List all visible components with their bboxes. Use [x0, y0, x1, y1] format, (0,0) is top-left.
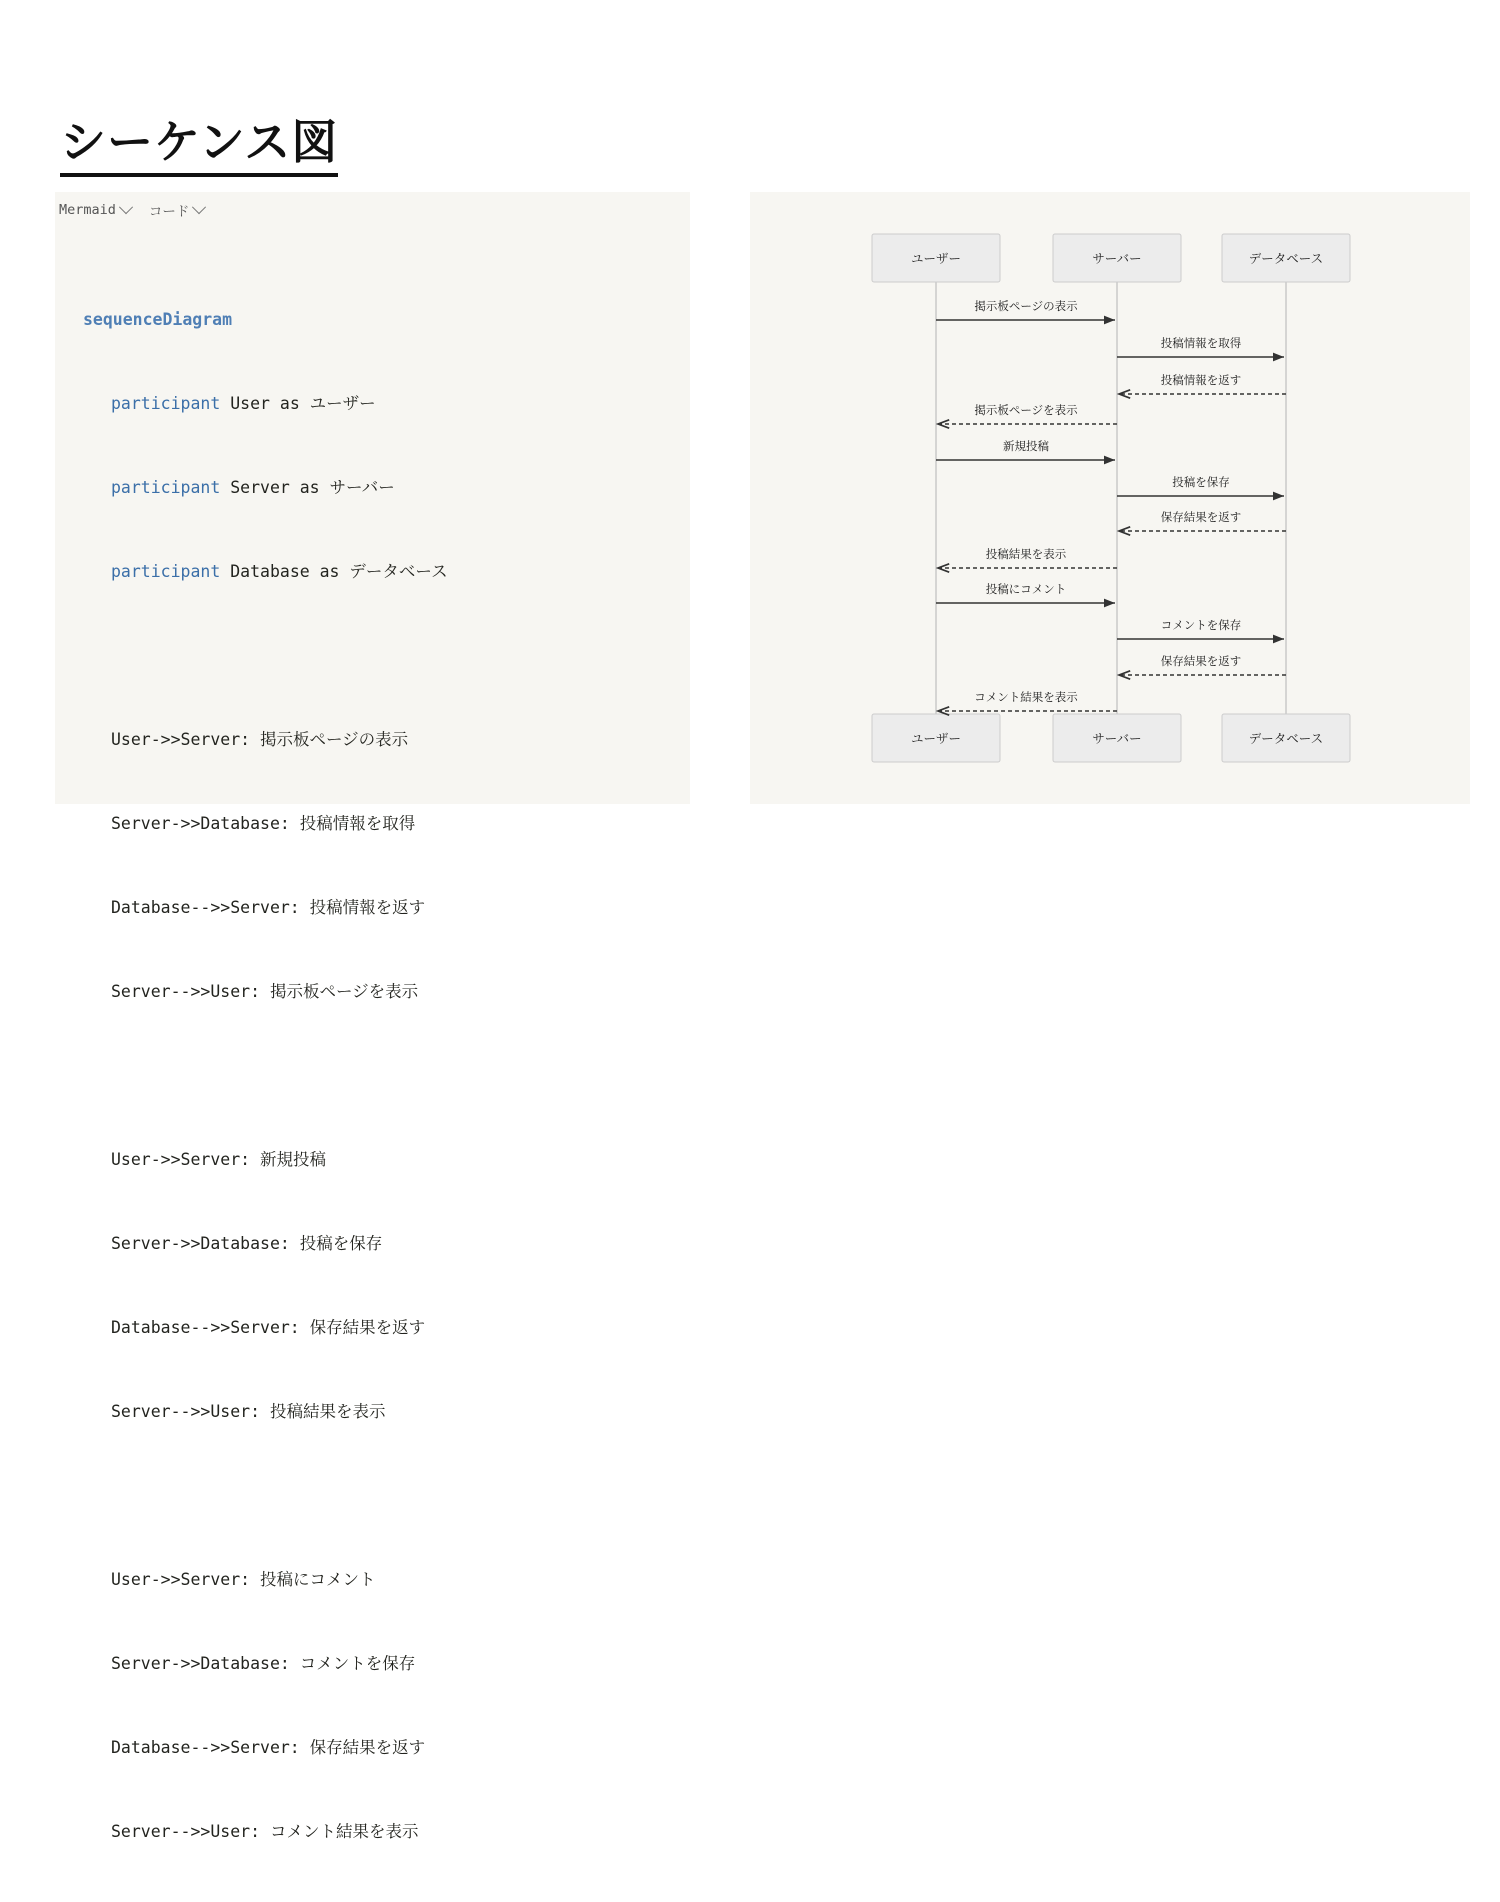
code-line: Database-->>Server: 投稿情報を返す [111, 898, 426, 917]
code-line: Server-->>User: 掲示板ページを表示 [111, 982, 419, 1001]
message-5 [936, 439, 1115, 460]
message-label: コメント結果を表示 [974, 692, 1078, 704]
code-line: User->>Server: 新規投稿 [111, 1150, 327, 1169]
actor-box-user-bottom[interactable] [872, 714, 1000, 762]
message-label: 新規投稿 [1003, 441, 1049, 453]
code-blank-line [83, 642, 680, 670]
message-label: 投稿情報を取得 [1160, 338, 1242, 350]
actor-label: データベース [1248, 732, 1324, 746]
message-label: 掲示板ページを表示 [974, 405, 1078, 417]
message-label: 投稿結果を表示 [985, 549, 1067, 561]
code-keyword: participant [111, 562, 221, 581]
message-10 [1117, 618, 1284, 639]
mermaid-code-panel [55, 192, 690, 1841]
code-text: Server as サーバー [220, 478, 395, 497]
code-line: Server->>Database: 投稿情報を取得 [111, 814, 416, 833]
actor-label: ユーザー [910, 732, 962, 746]
message-label: 投稿情報を返す [1160, 375, 1242, 387]
chevron-down-icon [192, 200, 206, 214]
code-blank-line [83, 1482, 680, 1510]
message-8 [938, 547, 1117, 568]
actor-label: ユーザー [910, 252, 962, 266]
actor-box-user-top[interactable] [872, 234, 1000, 282]
actor-label: データベース [1248, 252, 1324, 266]
message-label: 保存結果を返す [1160, 512, 1242, 524]
message-4 [938, 403, 1117, 424]
code-block[interactable] [83, 250, 680, 1902]
message-label: 投稿を保存 [1172, 477, 1230, 489]
actor-box-server-top[interactable] [1053, 234, 1181, 282]
code-keyword: participant [111, 394, 221, 413]
message-3 [1119, 373, 1286, 394]
code-line [83, 558, 680, 586]
code-line: Server->>Database: コメントを保存 [111, 1654, 416, 1673]
language-selector[interactable] [59, 202, 131, 218]
code-line: Server->>Database: 投稿を保存 [111, 1234, 383, 1253]
message-6 [1117, 475, 1284, 496]
mode-selector[interactable] [149, 200, 205, 220]
message-11 [1119, 654, 1286, 675]
code-keyword: participant [111, 478, 221, 497]
actor-box-database-bottom[interactable] [1222, 714, 1350, 762]
message-9 [936, 582, 1115, 603]
code-line [83, 390, 680, 418]
message-12 [938, 690, 1117, 711]
code-line: Database-->>Server: 保存結果を返す [111, 1318, 426, 1337]
actor-box-server-bottom[interactable] [1053, 714, 1181, 762]
code-line: User->>Server: 投稿にコメント [111, 1570, 376, 1589]
language-selector-label: Mermaid [59, 202, 116, 218]
code-text: Database as データベース [220, 562, 448, 581]
actor-label: サーバー [1092, 252, 1142, 266]
code-line: Database-->>Server: 保存結果を返す [111, 1738, 426, 1757]
message-1 [936, 299, 1115, 320]
sequence-diagram-panel [750, 192, 1470, 804]
mode-selector-label: コード [148, 204, 190, 220]
message-label: 保存結果を返す [1160, 656, 1242, 668]
message-label: コメントを保存 [1160, 620, 1242, 632]
message-7 [1119, 510, 1286, 531]
sequence-diagram [750, 192, 1470, 804]
message-label: 掲示板ページの表示 [974, 301, 1078, 313]
code-line: User->>Server: 掲示板ページの表示 [111, 730, 409, 749]
code-line [83, 474, 680, 502]
code-blank-line [83, 1062, 680, 1090]
actor-label: サーバー [1092, 732, 1142, 746]
page-title: シーケンス図 [60, 117, 338, 178]
actor-box-database-top[interactable] [1222, 234, 1350, 282]
code-text: User as ユーザー [220, 394, 376, 413]
code-toolbar [59, 200, 204, 220]
message-label: 投稿にコメント [985, 584, 1067, 596]
code-line: Server-->>User: コメント結果を表示 [111, 1822, 419, 1841]
chevron-down-icon [119, 200, 133, 214]
code-line: Server-->>User: 投稿結果を表示 [111, 1402, 386, 1421]
message-2 [1117, 336, 1284, 357]
code-keyword: sequenceDiagram [83, 310, 233, 329]
code-line [83, 306, 680, 334]
